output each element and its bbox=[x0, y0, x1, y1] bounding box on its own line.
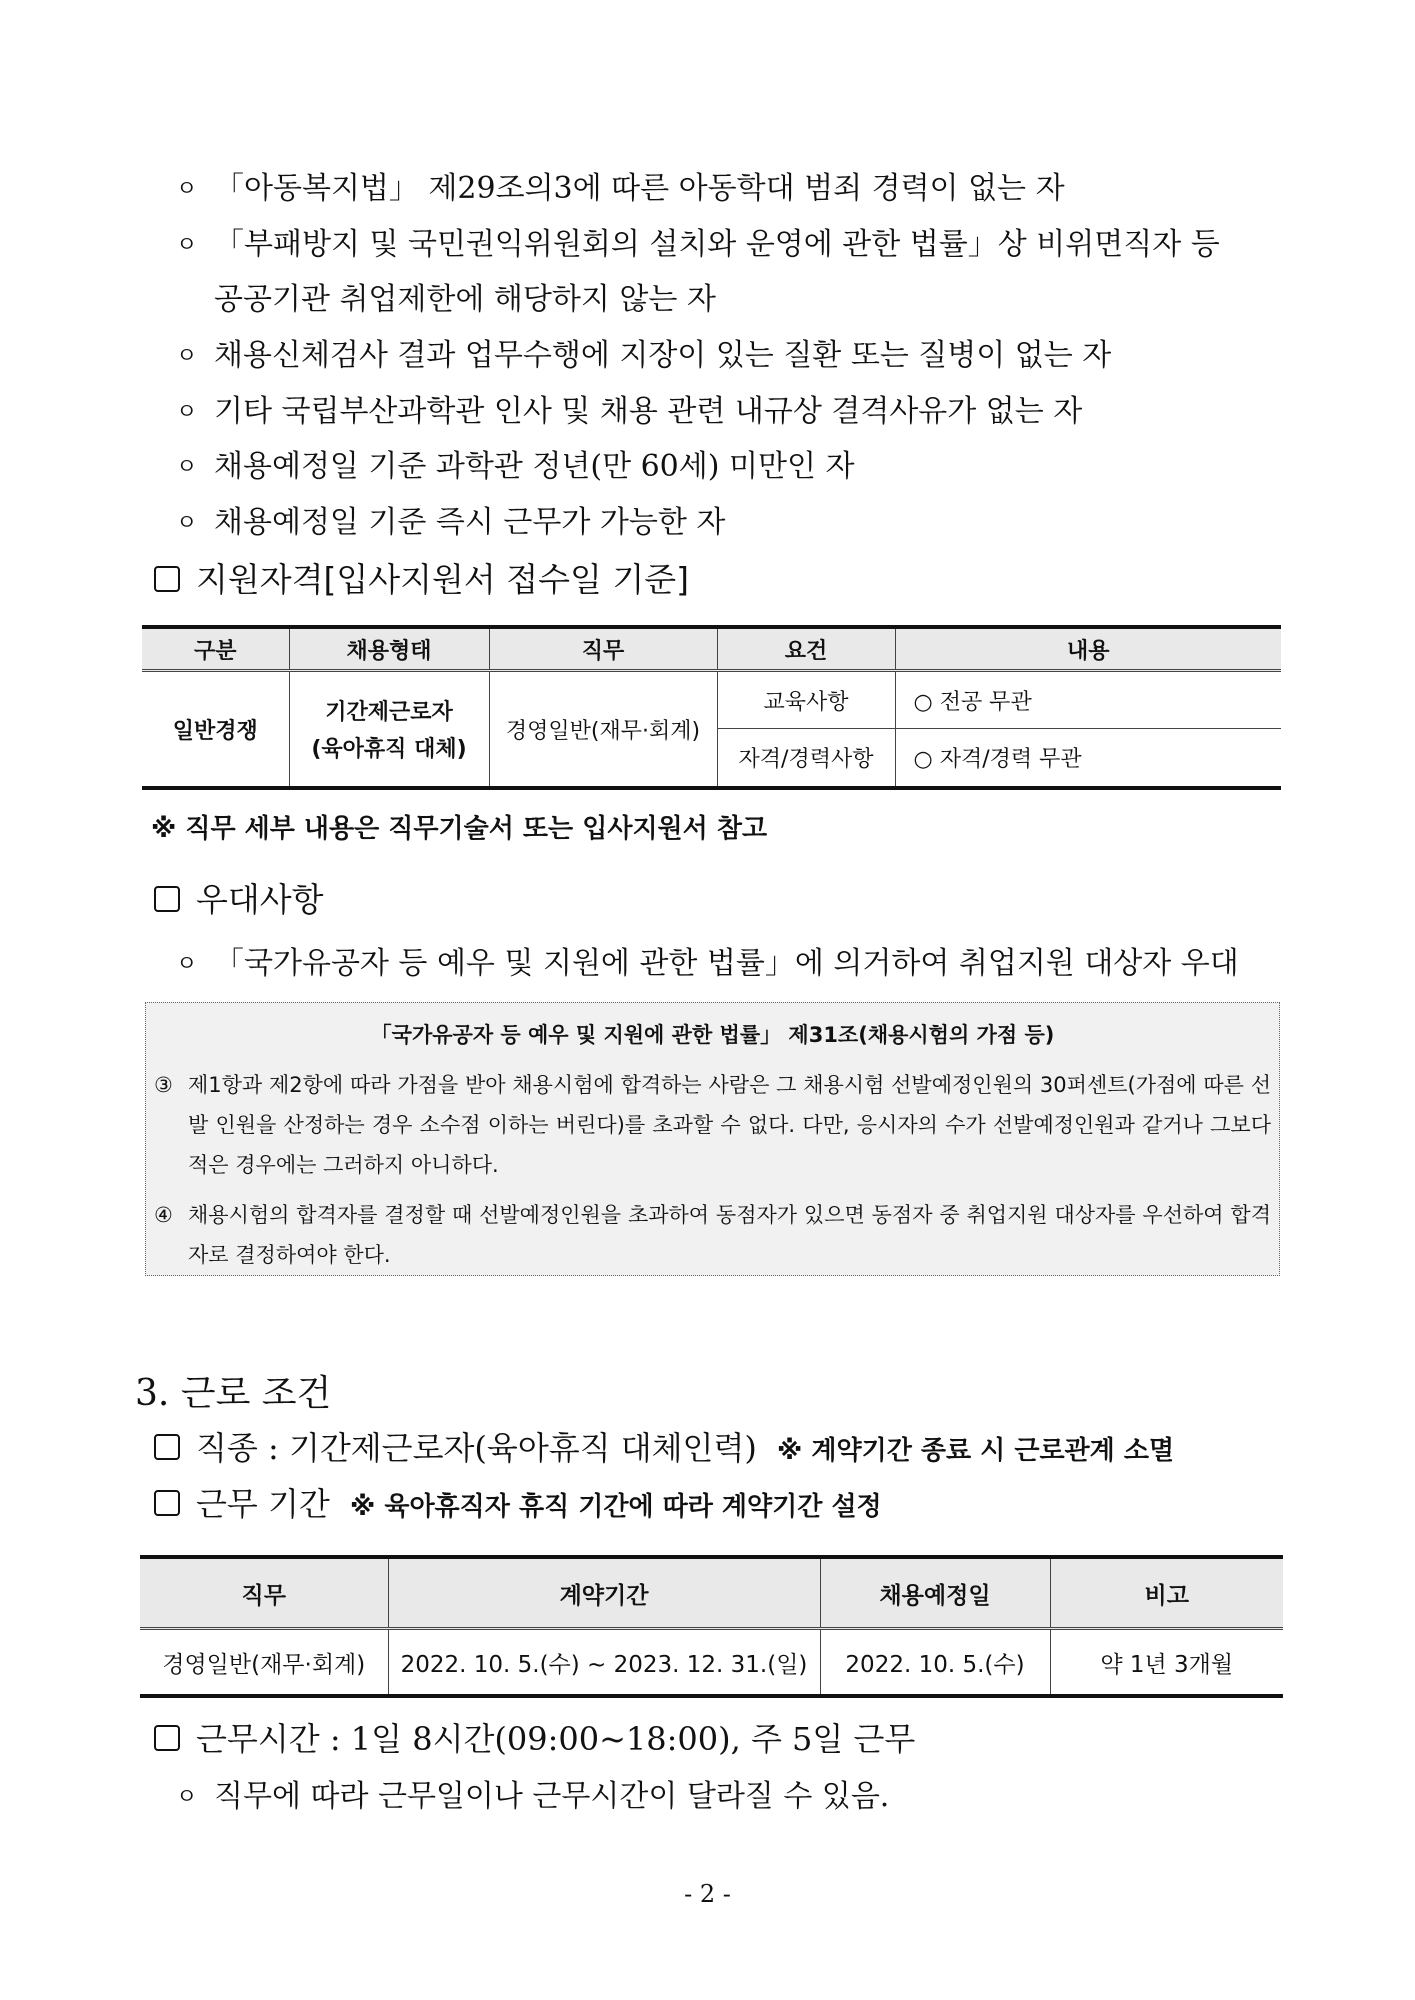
eligibility-table bbox=[142, 625, 1281, 790]
table-header-row bbox=[140, 1557, 1283, 1629]
checkbox-square-icon bbox=[154, 1434, 180, 1460]
job-type-line: 직종 : 기간제근로자(육아휴직 대체인력) ※ 계약기간 종료 시 근로관계 소멸 bbox=[154, 1423, 1174, 1469]
header-cell: 내용 bbox=[895, 627, 1281, 671]
checkbox-square-icon bbox=[154, 886, 180, 912]
table-row bbox=[140, 1629, 1283, 1697]
bullet-marker: ㅇ bbox=[176, 400, 198, 425]
qualification-item: 「부패방지 및 국민권익위원회의 설치와 운영에 관한 법률」상 비위면직자 등 bbox=[214, 227, 1220, 262]
header-cell: 비고 bbox=[1050, 1557, 1283, 1629]
remark-cell: 약 1년 3개월 bbox=[1050, 1629, 1283, 1697]
job-detail-note: ※ 직무 세부 내용은 직무기술서 또는 입사지원서 참고 bbox=[151, 814, 768, 844]
page-number: - 2 - bbox=[684, 1880, 731, 1908]
table-row bbox=[142, 671, 1281, 729]
law-paragraph bbox=[154, 1065, 1271, 1185]
requirement-cell: 자격/경력사항 bbox=[717, 729, 895, 788]
content-cell: ○ 자격/경력 무관 bbox=[895, 729, 1281, 788]
bullet-marker: ㅇ bbox=[176, 344, 198, 369]
header-cell: 채용형태 bbox=[289, 627, 489, 671]
work-hours-line: 근무시간 : 1일 8시간(09:00~18:00), 주 5일 근무 bbox=[154, 1714, 915, 1760]
paragraph-text: 제1항과 제2항에 따라 가점을 받아 채용시험에 합격하는 사람은 그 채용시험 선발예정인원의 30퍼센트(가점에 따른 선발 인원을 산정하는 경우 소수점 이하는 버린다)를 초과할 수 없다. 다만, 응시자의 수가 선발예정인원과 같거나 그보다 적은 경우에는 그러하지 아니하다. bbox=[188, 1073, 1271, 1177]
preference-item: 「국가유공자 등 예우 및 지원에 관한 법률」에 의거하여 취업지원 대상자 우대 bbox=[214, 946, 1239, 981]
paragraph-number: ③ bbox=[154, 1073, 173, 1097]
qualification-item: 기타 국립부산과학관 인사 및 채용 관련 내규상 결격사유가 없는 자 bbox=[214, 394, 1083, 429]
work-hours-note: 직무에 따라 근무일이나 근무시간이 달라질 수 있음. bbox=[214, 1779, 890, 1814]
law-excerpt-title: 「국가유공자 등 예우 및 지원에 관한 법률」 제31조(채용시험의 가점 등) bbox=[370, 1023, 1055, 1047]
bullet-marker: ㅇ bbox=[176, 177, 198, 202]
work-period-note: ※ 육아휴직자 휴직 기간에 따라 계약기간 설정 bbox=[350, 1492, 882, 1522]
header-cell: 구분 bbox=[142, 627, 289, 671]
qualification-item: 채용예정일 기준 즉시 근무가 가능한 자 bbox=[214, 505, 726, 540]
job-cell: 경영일반(재무·회계) bbox=[140, 1629, 388, 1697]
contract-period-cell: 2022. 10. 5.(수) ~ 2023. 12. 31.(일) bbox=[388, 1629, 820, 1697]
header-cell: 요건 bbox=[717, 627, 895, 671]
bullet-marker: ㅇ bbox=[176, 455, 198, 480]
contract-table bbox=[140, 1555, 1283, 1698]
qualification-item: 채용예정일 기준 과학관 정년(만 60세) 미만인 자 bbox=[214, 449, 855, 484]
bullet-marker: ㅇ bbox=[176, 952, 198, 977]
work-period-line: 근무 기간 ※ 육아휴직자 휴직 기간에 따라 계약기간 설정 bbox=[154, 1479, 882, 1525]
law-excerpt-box bbox=[145, 1002, 1280, 1276]
header-cell: 직무 bbox=[489, 627, 717, 671]
bullet-marker: ㅇ bbox=[176, 511, 198, 536]
header-cell: 채용예정일 bbox=[820, 1557, 1050, 1629]
section-title: 3. 근로 조건 bbox=[135, 1373, 332, 1414]
qualification-item: 「아동복지법」 제29조의3에 따른 아동학대 범죄 경력이 없는 자 bbox=[214, 171, 1065, 206]
paragraph-number: ④ bbox=[154, 1203, 173, 1227]
checkbox-square-icon bbox=[154, 1490, 180, 1516]
eligibility-heading: 지원자격[입사지원서 접수일 기준] bbox=[154, 554, 689, 601]
checkbox-square-icon bbox=[154, 566, 180, 592]
header-cell: 직무 bbox=[140, 1557, 388, 1629]
header-cell: 계약기간 bbox=[388, 1557, 820, 1629]
employment-type-cell: 기간제근로자 (육아휴직 대체) bbox=[289, 671, 489, 789]
checkbox-square-icon bbox=[154, 1725, 180, 1751]
bullet-marker: ㅇ bbox=[176, 233, 198, 258]
job-type-note: ※ 계약기간 종료 시 근로관계 소멸 bbox=[777, 1436, 1175, 1466]
law-paragraph bbox=[154, 1195, 1271, 1275]
paragraph-text: 채용시험의 합격자를 결정할 때 선발예정인원을 초과하여 동점자가 있으면 동점자 중 취업지원 대상자를 우선하여 합격자로 결정하여야 한다. bbox=[188, 1203, 1271, 1267]
start-date-cell: 2022. 10. 5.(수) bbox=[820, 1629, 1050, 1697]
qualification-item: 채용신체검사 결과 업무수행에 지장이 있는 질환 또는 질병이 없는 자 bbox=[214, 338, 1112, 373]
content-cell: ○ 전공 무관 bbox=[895, 671, 1281, 729]
preference-heading: 우대사항 bbox=[154, 874, 324, 921]
qualification-item-continued: 공공기관 취업제한에 해당하지 않는 자 bbox=[214, 282, 716, 317]
table-header-row bbox=[142, 627, 1281, 671]
job-cell: 경영일반(재무·회계) bbox=[489, 671, 717, 789]
requirement-cell: 교육사항 bbox=[717, 671, 895, 729]
bullet-marker: ㅇ bbox=[176, 1785, 198, 1810]
category-cell: 일반경쟁 bbox=[142, 671, 289, 789]
